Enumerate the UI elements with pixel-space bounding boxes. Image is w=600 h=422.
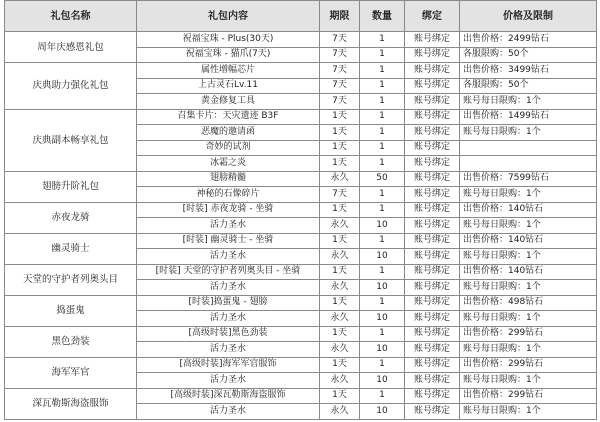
- item-duration: 7天: [320, 187, 360, 203]
- item-duration: 永久: [320, 249, 360, 265]
- item-duration: 永久: [320, 373, 360, 389]
- item-duration: 1天: [320, 140, 360, 156]
- price-limit-cell: [460, 156, 597, 172]
- item-duration: 1天: [320, 125, 360, 141]
- item-binding: 账号绑定: [405, 140, 460, 156]
- item-content: [时装] 天堂的守护者列奥头目 - 坐骑: [137, 264, 320, 280]
- header-duration: 期限: [320, 1, 360, 32]
- item-binding: 账号绑定: [405, 357, 460, 373]
- item-content: [高级时装]海军军官服饰: [137, 357, 320, 373]
- item-binding: 账号绑定: [405, 311, 460, 327]
- item-content: 恶魔的邀请函: [137, 125, 320, 141]
- item-content: 活力圣水: [137, 249, 320, 265]
- price-limit-cell: 出售价格：299钻石: [460, 357, 597, 373]
- price-limit-cell: 账号每日限购：1个: [460, 373, 597, 389]
- item-duration: 7天: [320, 78, 360, 94]
- package-table: [4, 0, 597, 420]
- item-binding: 账号绑定: [405, 249, 460, 265]
- item-quantity: 1: [360, 32, 405, 48]
- item-binding: 账号绑定: [405, 342, 460, 358]
- item-binding: 账号绑定: [405, 109, 460, 125]
- header-binding: 绑定: [405, 1, 460, 32]
- price-limit-cell: 各服限购：50个: [460, 47, 597, 63]
- item-duration: 7天: [320, 47, 360, 63]
- item-quantity: 1: [360, 357, 405, 373]
- item-content: [时装] 赤夜龙骑 - 坐骑: [137, 202, 320, 218]
- table-row: [5, 171, 597, 187]
- item-quantity: 1: [360, 388, 405, 404]
- item-content: 奇妙的试剂: [137, 140, 320, 156]
- item-content: [时装]捣蛋鬼 - 翅膀: [137, 295, 320, 311]
- item-duration: 1天: [320, 264, 360, 280]
- price-limit-cell: 账号每日限购：1个: [460, 249, 597, 265]
- item-content: 活力圣水: [137, 280, 320, 296]
- item-content: 翅膀精髓: [137, 171, 320, 187]
- price-limit-cell: 账号每日限购：1个: [460, 280, 597, 296]
- price-limit-cell: [460, 140, 597, 156]
- table-row: [5, 202, 597, 218]
- item-binding: 账号绑定: [405, 280, 460, 296]
- table-row: [5, 32, 597, 48]
- price-limit-cell: 出售价格：1499钻石: [460, 109, 597, 125]
- item-duration: 永久: [320, 218, 360, 234]
- item-quantity: 1: [360, 326, 405, 342]
- item-binding: 账号绑定: [405, 32, 460, 48]
- item-duration: 1天: [320, 326, 360, 342]
- item-binding: 账号绑定: [405, 47, 460, 63]
- item-duration: 1天: [320, 109, 360, 125]
- price-limit-cell: 账号每日限购：1个: [460, 94, 597, 110]
- price-limit-cell: 出售价格：3499钻石: [460, 63, 597, 79]
- price-limit-cell: 出售价格：299钻石: [460, 388, 597, 404]
- price-limit-cell: 出售价格：299钻石: [460, 326, 597, 342]
- item-content: 活力圣水: [137, 342, 320, 358]
- price-limit-cell: 账号每日限购：1个: [460, 218, 597, 234]
- item-binding: 账号绑定: [405, 404, 460, 420]
- item-content: [高级时装]黑色劲装: [137, 326, 320, 342]
- header-price-limit: 价格及限制: [460, 1, 597, 32]
- price-limit-cell: 出售价格：7599钻石: [460, 171, 597, 187]
- item-quantity: 50: [360, 171, 405, 187]
- item-duration: 1天: [320, 357, 360, 373]
- item-binding: 账号绑定: [405, 202, 460, 218]
- item-quantity: 10: [360, 342, 405, 358]
- price-limit-cell: 出售价格：140钻石: [460, 202, 597, 218]
- item-binding: 账号绑定: [405, 373, 460, 389]
- price-limit-cell: 账号每日限购：1个: [460, 187, 597, 203]
- table-row: [5, 326, 597, 342]
- item-quantity: 1: [360, 187, 405, 203]
- item-binding: 账号绑定: [405, 63, 460, 79]
- price-limit-cell: 出售价格：140钻石: [460, 264, 597, 280]
- item-binding: 账号绑定: [405, 218, 460, 234]
- item-content: 黄金修复工具: [137, 94, 320, 110]
- price-limit-cell: 出售价格：498钻石: [460, 295, 597, 311]
- table-row: [5, 109, 597, 125]
- item-quantity: 10: [360, 311, 405, 327]
- item-duration: 7天: [320, 94, 360, 110]
- table-row: [5, 233, 597, 249]
- item-binding: 账号绑定: [405, 156, 460, 172]
- package-name: 庆典副本畅享礼包: [5, 109, 137, 171]
- price-limit-cell: 账号每日限购：1个: [460, 311, 597, 327]
- price-limit-cell: 账号每日限购：1个: [460, 125, 597, 141]
- item-quantity: 10: [360, 218, 405, 234]
- item-quantity: 1: [360, 78, 405, 94]
- item-duration: 1天: [320, 388, 360, 404]
- item-duration: 永久: [320, 280, 360, 296]
- item-duration: 7天: [320, 32, 360, 48]
- item-quantity: 1: [360, 63, 405, 79]
- item-duration: 1天: [320, 233, 360, 249]
- item-duration: 永久: [320, 311, 360, 327]
- table-row: [5, 264, 597, 280]
- table-row: [5, 295, 597, 311]
- package-name: 海军军官: [5, 357, 137, 388]
- item-quantity: 10: [360, 404, 405, 420]
- package-name: 深瓦勒斯海盗服饰: [5, 388, 137, 419]
- package-name: 天堂的守护者列奥头目: [5, 264, 137, 295]
- item-quantity: 1: [360, 140, 405, 156]
- item-content: 活力圣水: [137, 373, 320, 389]
- package-name: 捣蛋鬼: [5, 295, 137, 326]
- item-duration: 1天: [320, 295, 360, 311]
- table-row: [5, 63, 597, 79]
- item-content: 召集卡片：天灾遗迹 B3F: [137, 109, 320, 125]
- item-binding: 账号绑定: [405, 78, 460, 94]
- item-quantity: 1: [360, 295, 405, 311]
- item-content: 活力圣水: [137, 404, 320, 420]
- header-package-content: 礼包内容: [137, 1, 320, 32]
- item-binding: 账号绑定: [405, 295, 460, 311]
- price-limit-cell: 各服限购：50个: [460, 78, 597, 94]
- item-content: 冰霜之炎: [137, 156, 320, 172]
- price-limit-cell: 出售价格：140钻石: [460, 233, 597, 249]
- package-name: 庆典助力强化礼包: [5, 63, 137, 110]
- item-duration: 1天: [320, 156, 360, 172]
- item-binding: 账号绑定: [405, 264, 460, 280]
- package-name: 黑色劲装: [5, 326, 137, 357]
- item-content: [时装] 幽灵骑士 - 坐骑: [137, 233, 320, 249]
- item-quantity: 1: [360, 94, 405, 110]
- item-quantity: 10: [360, 373, 405, 389]
- item-binding: 账号绑定: [405, 125, 460, 141]
- item-content: 属性增幅芯片: [137, 63, 320, 79]
- item-content: [高级时装]深瓦勒斯海盗服饰: [137, 388, 320, 404]
- item-quantity: 1: [360, 125, 405, 141]
- item-quantity: 10: [360, 249, 405, 265]
- item-binding: 账号绑定: [405, 388, 460, 404]
- item-content: 祝福宝珠 - 猫爪(7天): [137, 47, 320, 63]
- item-quantity: 1: [360, 156, 405, 172]
- item-content: 神秘的石像碎片: [137, 187, 320, 203]
- item-content: 活力圣水: [137, 218, 320, 234]
- package-name: 赤夜龙骑: [5, 202, 137, 233]
- item-quantity: 1: [360, 47, 405, 63]
- price-limit-cell: 账号每日限购：1个: [460, 404, 597, 420]
- item-quantity: 1: [360, 202, 405, 218]
- package-name: 周年庆感恩礼包: [5, 32, 137, 63]
- item-content: 活力圣水: [137, 311, 320, 327]
- header-row: [5, 1, 597, 32]
- header-package-name: 礼包名称: [5, 1, 137, 32]
- item-binding: 账号绑定: [405, 171, 460, 187]
- item-duration: 永久: [320, 404, 360, 420]
- item-binding: 账号绑定: [405, 94, 460, 110]
- item-duration: 永久: [320, 342, 360, 358]
- table-row: [5, 388, 597, 404]
- table-body: [5, 32, 597, 420]
- price-limit-cell: 出售价格：2499钻石: [460, 32, 597, 48]
- item-quantity: 10: [360, 280, 405, 296]
- price-limit-cell: 账号每日限购：1个: [460, 342, 597, 358]
- item-duration: 7天: [320, 63, 360, 79]
- item-duration: 永久: [320, 171, 360, 187]
- item-quantity: 1: [360, 233, 405, 249]
- item-quantity: 1: [360, 109, 405, 125]
- table-row: [5, 357, 597, 373]
- item-content: 祝福宝珠 - Plus(30天): [137, 32, 320, 48]
- item-duration: 1天: [320, 202, 360, 218]
- item-binding: 账号绑定: [405, 187, 460, 203]
- header-quantity: 数量: [360, 1, 405, 32]
- package-name: 翅膀升阶礼包: [5, 171, 137, 202]
- package-name: 幽灵骑士: [5, 233, 137, 264]
- item-content: 上古灵石Lv.11: [137, 78, 320, 94]
- item-quantity: 1: [360, 264, 405, 280]
- item-binding: 账号绑定: [405, 233, 460, 249]
- item-binding: 账号绑定: [405, 326, 460, 342]
